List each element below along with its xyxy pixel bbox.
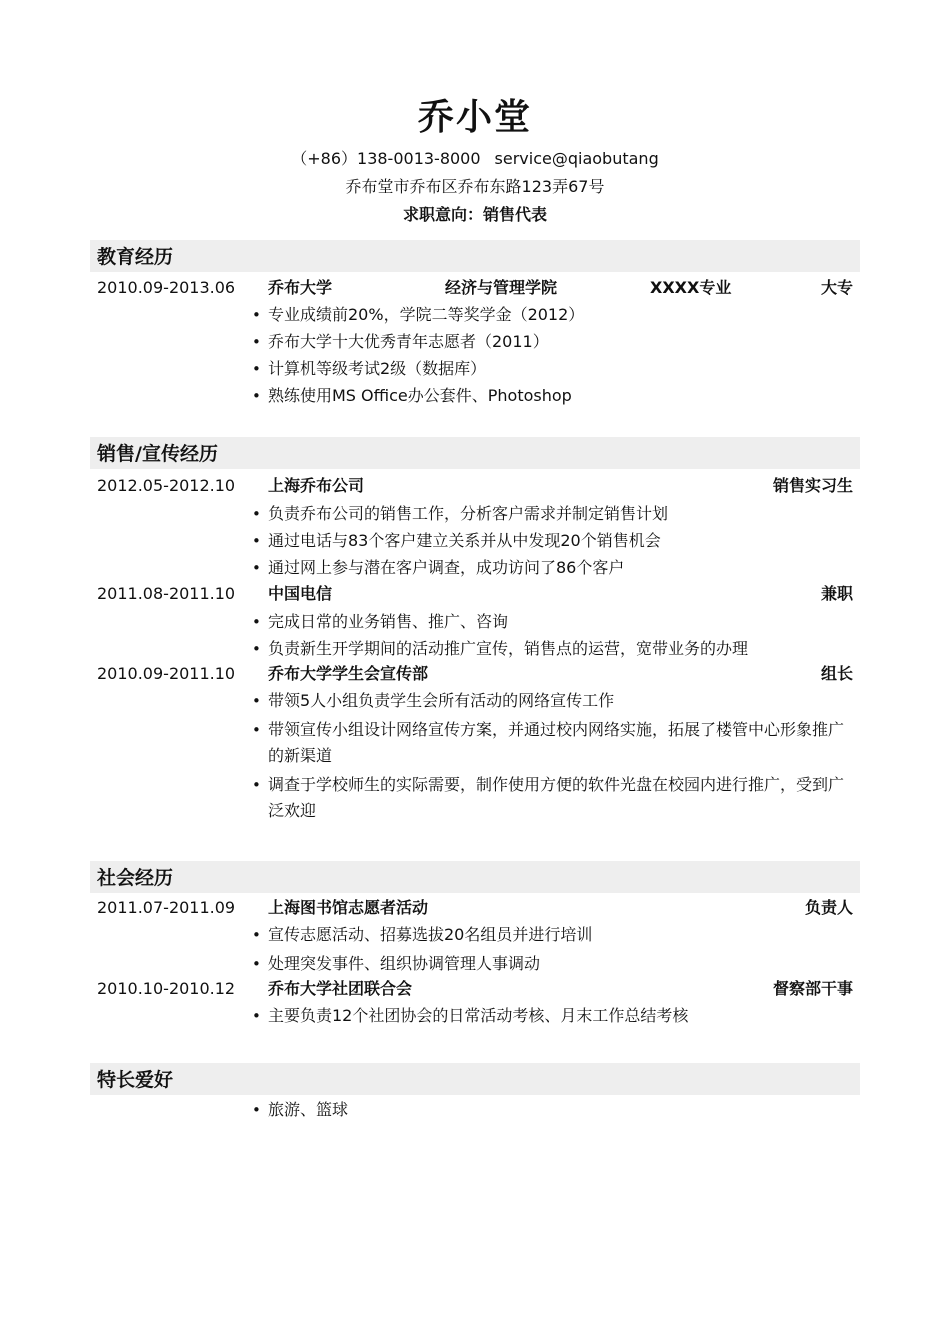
list-item: • 主要负责12个社团协会的日常活动考核、月末工作总结考核 (90, 1003, 860, 1029)
major-name: XXXX专业 (650, 278, 732, 297)
email-address: service@qiaobutang (494, 149, 659, 168)
entry-header (90, 975, 860, 1002)
social-section (90, 861, 860, 1029)
home-address: 乔布堂市乔布区乔布东路123弄67号 (345, 177, 605, 196)
section-heading: 教育经历 (90, 240, 860, 272)
list-item: • 通过电话与83个客户建立关系并从中发现20个销售机会 (90, 528, 860, 554)
bullet-list (90, 302, 860, 409)
organization-name: 上海图书馆志愿者活动 (268, 898, 429, 917)
bullet-list (90, 501, 860, 581)
entry-date: 2011.08-2011.10 (97, 584, 236, 603)
list-item: • 计算机等级考试2级（数据库） (90, 356, 860, 382)
entry-header (90, 660, 860, 687)
section-heading: 销售/宣传经历 (90, 437, 860, 469)
entry-date: 2010.10-2010.12 (97, 979, 236, 998)
bullet-icon: • (252, 532, 261, 550)
experience-entry (90, 472, 860, 581)
position-title: 销售实习生 (772, 476, 853, 495)
school-name: 乔布大学 (268, 278, 333, 297)
position-title: 组长 (820, 664, 853, 683)
list-item: • 熟练使用MS Office办公套件、Photoshop (90, 383, 860, 409)
list-item: • 调查于学校师生的实际需要，制作使用方便的软件光盘在校园内进行推广，受到广泛欢迎 (90, 772, 860, 824)
education-section (90, 240, 860, 409)
bullet-icon: • (252, 1007, 261, 1025)
education-entry (90, 274, 860, 409)
position-title: 督察部干事 (772, 979, 853, 998)
bullet-icon: • (252, 306, 261, 324)
list-item: • 完成日常的业务销售、推广、咨询 (90, 609, 860, 635)
entry-date: 2010.09-2011.10 (97, 664, 236, 683)
experience-entry (90, 894, 860, 977)
contact-line (0, 146, 950, 172)
experience-entry (90, 660, 860, 824)
section-heading: 社会经历 (90, 861, 860, 893)
position-title: 兼职 (820, 584, 853, 603)
resume-header (0, 92, 950, 228)
list-item: • 宣传志愿活动、招募选拔20名组员并进行培训 (90, 922, 860, 948)
entry-header (90, 274, 860, 301)
bullet-list (90, 1097, 860, 1123)
entry-header (90, 894, 860, 921)
entry-date: 2011.07-2011.09 (97, 898, 236, 917)
organization-name: 乔布大学社团联合会 (268, 979, 413, 998)
entry-header (90, 580, 860, 607)
list-item: • 专业成绩前20%，学院二等奖学金（2012） (90, 302, 860, 328)
bullet-list (90, 609, 860, 662)
candidate-name: 乔小堂 (417, 97, 532, 138)
list-item: • 负责乔布公司的销售工作，分析客户需求并制定销售计划 (90, 501, 860, 527)
list-item: • 通过网上参与潜在客户调查，成功访问了86个客户 (90, 555, 860, 581)
entry-date: 2010.09-2013.06 (97, 278, 236, 297)
entry-date: 2012.05-2012.10 (97, 476, 236, 495)
bullet-icon: • (252, 333, 261, 351)
list-item: • 乔布大学十大优秀青年志愿者（2011） (90, 329, 860, 355)
bullet-list (90, 688, 860, 824)
bullet-icon: • (252, 505, 261, 523)
experience-entry (90, 580, 860, 662)
list-item: • 旅游、篮球 (90, 1097, 860, 1123)
bullet-icon: • (252, 692, 261, 710)
section-heading: 特长爱好 (90, 1063, 860, 1095)
bullet-icon: • (252, 926, 261, 944)
list-item: • 负责新生开学期间的活动推广宣传，销售点的运营，宽带业务的办理 (90, 636, 860, 662)
phone-number: （+86）138-0013-8000 (291, 149, 481, 168)
entry-header (90, 472, 860, 499)
organization-name: 中国电信 (268, 584, 333, 603)
bullet-icon: • (252, 640, 261, 658)
sales-section (90, 437, 860, 824)
list-item: • 带领5人小组负责学生会所有活动的网络宣传工作 (90, 688, 860, 714)
bullet-icon: • (252, 559, 261, 577)
bullet-icon: • (252, 776, 261, 794)
college-name: 经济与管理学院 (445, 278, 558, 297)
position-title: 负责人 (804, 898, 853, 917)
hobbies-section (90, 1063, 860, 1123)
bullet-list (90, 1003, 860, 1029)
bullet-icon: • (252, 721, 261, 739)
bullet-icon: • (252, 613, 261, 631)
degree: 大专 (820, 278, 853, 297)
bullet-icon: • (252, 360, 261, 378)
bullet-icon: • (252, 387, 261, 405)
bullet-icon: • (252, 1101, 261, 1119)
list-item: • 带领宣传小组设计网络宣传方案，并通过校内网络实施，拓展了楼管中心形象推广的新渠道 (90, 717, 860, 769)
bullet-icon: • (252, 955, 261, 973)
organization-name: 上海乔布公司 (268, 476, 365, 495)
job-objective: 求职意向：销售代表 (402, 205, 547, 224)
list-item: • 处理突发事件、组织协调管理人事调动 (90, 951, 860, 977)
experience-entry (90, 975, 860, 1029)
bullet-list (90, 922, 860, 977)
organization-name: 乔布大学学生会宣传部 (268, 664, 429, 683)
